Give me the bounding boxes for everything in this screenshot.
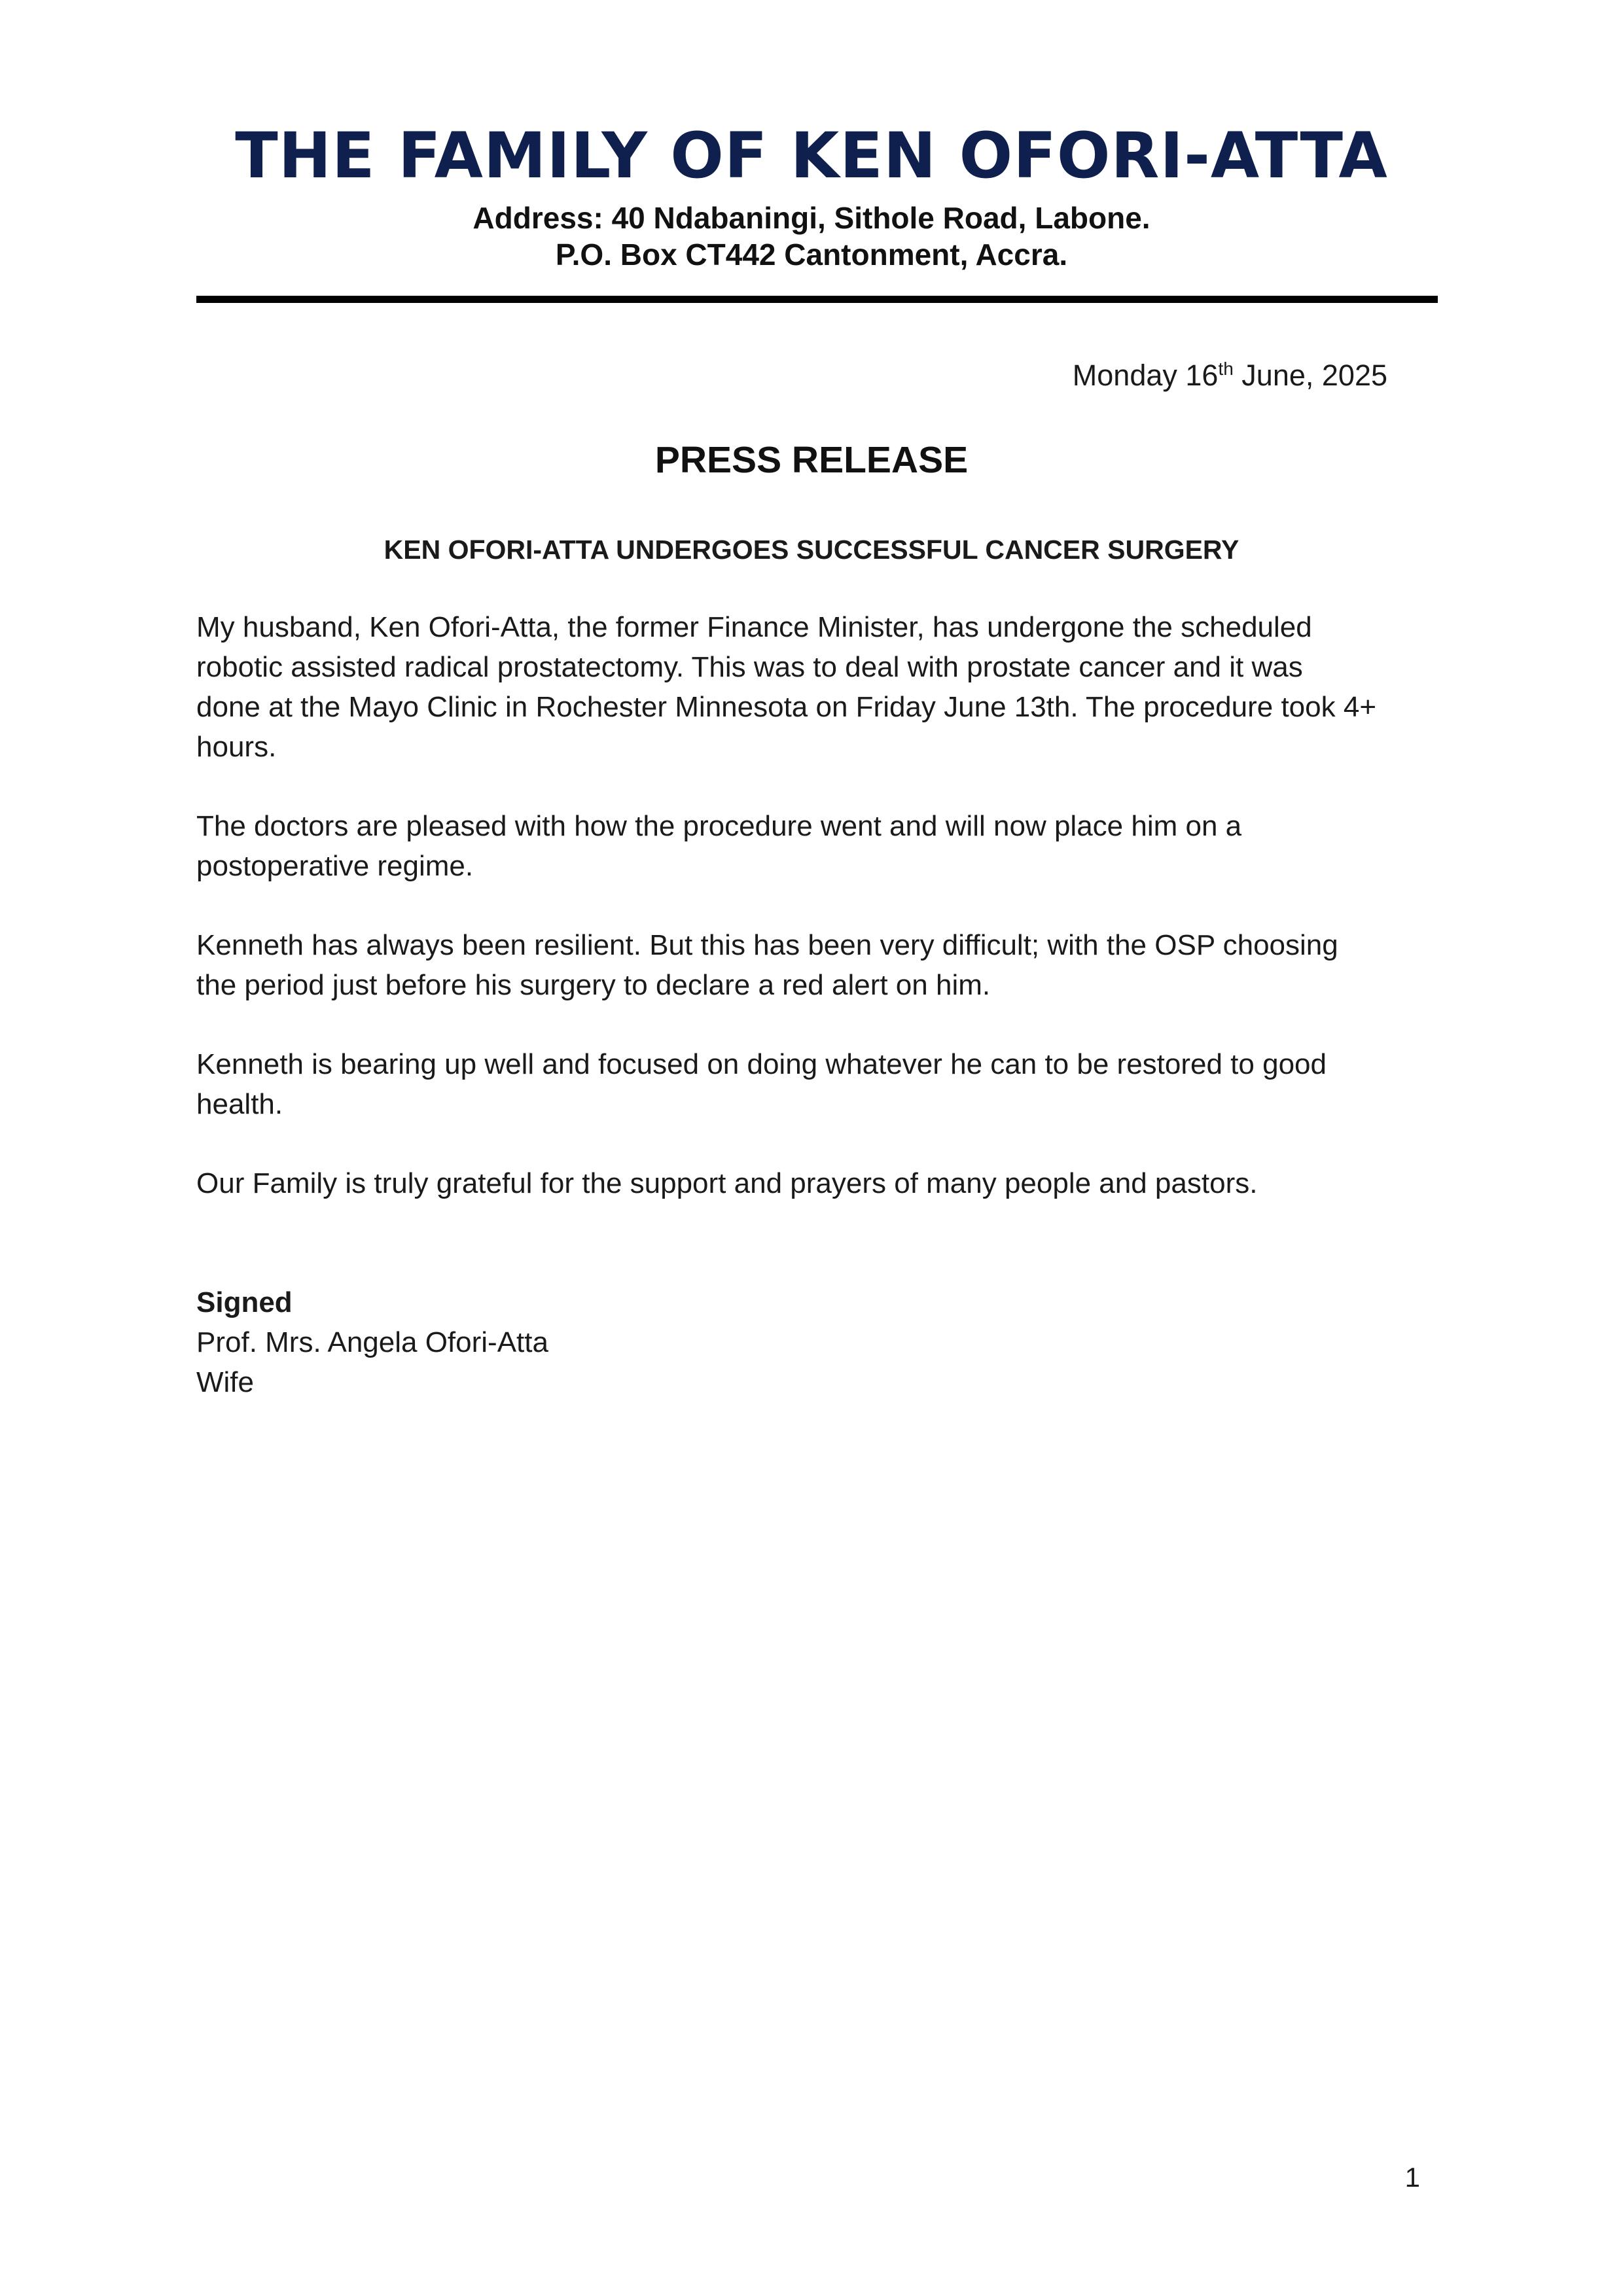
- date-suffix: June, 2025: [1233, 359, 1387, 392]
- letterhead-title: THE FAMILY OF KEN OFORI-ATTA: [235, 119, 1388, 192]
- paragraph-line: postoperative regime.: [196, 850, 474, 882]
- paragraph-line: the period just before his surgery to declare a red alert on him.: [196, 969, 991, 1001]
- letterhead-address-line-1: Address: 40 Ndabaningi, Sithole Road, Labone.: [473, 201, 1150, 235]
- paragraph-line: My husband, Ken Ofori-Atta, the former Finance Minister, has undergone the scheduled: [196, 611, 1312, 643]
- paragraph-doctors-outlook: [196, 806, 1440, 886]
- paragraph-line: Kenneth has always been resilient. But this has been very difficult; with the OSP choosing: [196, 929, 1338, 961]
- signatory-name: Prof. Mrs. Angela Ofori-Atta: [196, 1326, 548, 1358]
- press-release-heading: PRESS RELEASE: [654, 439, 969, 481]
- paragraph-recovery: [196, 1044, 1440, 1124]
- signatory-role: Wife: [196, 1366, 254, 1398]
- letterhead-address-line-2: P.O. Box CT442 Cantonment, Accra.: [555, 238, 1068, 272]
- paragraph-line: robotic assisted radical prostatectomy. This was to deal with prostate cancer and it was: [196, 651, 1303, 683]
- letterhead-divider: [196, 296, 1438, 303]
- signature-block: [196, 1282, 982, 1402]
- paragraph-line: done at the Mayo Clinic in Rochester Minnesota on Friday June 13th. The procedure took 4+: [196, 691, 1377, 723]
- paragraph-line: The doctors are pleased with how the procedure went and will now place him on a: [196, 810, 1242, 842]
- paragraph-line: Our Family is truly grateful for the support and prayers of many people and pastors.: [196, 1167, 1258, 1199]
- paragraph-surgery-details: [196, 607, 1440, 767]
- press-release-subheading: KEN OFORI-ATTA UNDERGOES SUCCESSFUL CANCER SURGERY: [383, 535, 1240, 565]
- date-prefix: Monday 16: [1072, 359, 1219, 392]
- paragraph-line: Kenneth is bearing up well and focused on doing whatever he can to be restored to good: [196, 1048, 1327, 1080]
- date-ordinal-suffix: th: [1218, 359, 1234, 379]
- paragraph-gratitude: [196, 1163, 1440, 1203]
- page-number: 1: [1404, 2162, 1420, 2193]
- paragraph-resilience: [196, 925, 1440, 1005]
- paragraph-line: hours.: [196, 731, 277, 763]
- release-date: [851, 357, 1387, 394]
- signed-label: Signed: [196, 1286, 293, 1318]
- paragraph-line: health.: [196, 1088, 283, 1120]
